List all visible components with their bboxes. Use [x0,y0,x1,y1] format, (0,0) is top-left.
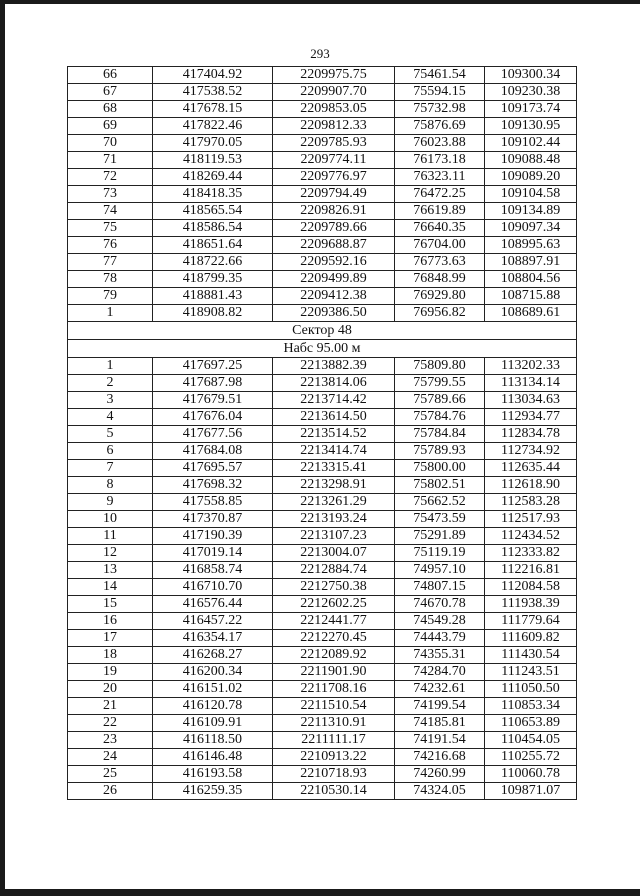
local-y-cell: 112333.82 [485,545,577,562]
y-coordinate-cell: 2213614.50 [273,409,395,426]
coordinates-table-part2 [68,358,577,800]
point-number-cell: 2 [68,375,153,392]
point-number-cell: 21 [68,698,153,715]
table-row [68,305,577,322]
local-x-cell: 75802.51 [395,477,485,494]
x-coordinate-cell: 417404.92 [153,67,273,84]
y-coordinate-cell: 2209776.97 [273,169,395,186]
local-x-cell: 74185.81 [395,715,485,732]
local-y-cell: 112618.90 [485,477,577,494]
table-row [68,271,577,288]
local-x-cell: 76323.11 [395,169,485,186]
x-coordinate-cell: 417970.05 [153,135,273,152]
table-row [68,511,577,528]
table-row [68,254,577,271]
point-number-cell: 7 [68,460,153,477]
y-coordinate-cell: 2209785.93 [273,135,395,152]
y-coordinate-cell: 2213261.29 [273,494,395,511]
table-row [68,732,577,749]
local-y-cell: 112517.93 [485,511,577,528]
local-y-cell: 112084.58 [485,579,577,596]
point-number-cell: 15 [68,596,153,613]
x-coordinate-cell: 416151.02 [153,681,273,698]
local-y-cell: 108995.63 [485,237,577,254]
point-number-cell: 17 [68,630,153,647]
x-coordinate-cell: 417370.87 [153,511,273,528]
y-coordinate-cell: 2209826.91 [273,203,395,220]
local-y-cell: 111243.51 [485,664,577,681]
local-y-cell: 111779.64 [485,613,577,630]
local-x-cell: 75662.52 [395,494,485,511]
point-number-cell: 19 [68,664,153,681]
x-coordinate-cell: 418722.66 [153,254,273,271]
y-coordinate-cell: 2212884.74 [273,562,395,579]
point-number-cell: 76 [68,237,153,254]
table-row [68,596,577,613]
y-coordinate-cell: 2209412.38 [273,288,395,305]
x-coordinate-cell: 416146.48 [153,749,273,766]
y-coordinate-cell: 2210718.93 [273,766,395,783]
point-number-cell: 10 [68,511,153,528]
table-row [68,681,577,698]
page-number: 293 [310,46,330,61]
local-x-cell: 76848.99 [395,271,485,288]
y-coordinate-cell: 2213882.39 [273,358,395,375]
y-coordinate-cell: 2212089.92 [273,647,395,664]
local-y-cell: 112583.28 [485,494,577,511]
local-y-cell: 109300.34 [485,67,577,84]
x-coordinate-cell: 416268.27 [153,647,273,664]
point-number-cell: 26 [68,783,153,800]
coordinates-table [67,66,577,800]
y-coordinate-cell: 2213298.91 [273,477,395,494]
x-coordinate-cell: 417558.85 [153,494,273,511]
table-row [68,220,577,237]
x-coordinate-cell: 417695.57 [153,460,273,477]
x-coordinate-cell: 416193.58 [153,766,273,783]
point-number-cell: 73 [68,186,153,203]
local-x-cell: 76956.82 [395,305,485,322]
local-y-cell: 109173.74 [485,101,577,118]
local-x-cell: 75799.55 [395,375,485,392]
local-x-cell: 76023.88 [395,135,485,152]
point-number-cell: 77 [68,254,153,271]
table-row [68,169,577,186]
local-y-cell: 113034.63 [485,392,577,409]
x-coordinate-cell: 417190.39 [153,528,273,545]
y-coordinate-cell: 2213414.74 [273,443,395,460]
local-x-cell: 75789.66 [395,392,485,409]
table-row [68,715,577,732]
table-row [68,84,577,101]
x-coordinate-cell: 418881.43 [153,288,273,305]
x-coordinate-cell: 418908.82 [153,305,273,322]
y-coordinate-cell: 2212270.45 [273,630,395,647]
table-row [68,118,577,135]
local-y-cell: 111050.50 [485,681,577,698]
local-x-cell: 75594.15 [395,84,485,101]
point-number-cell: 20 [68,681,153,698]
scan-edge-left [0,0,5,896]
local-x-cell: 76619.89 [395,203,485,220]
local-y-cell: 110454.05 [485,732,577,749]
local-x-cell: 74284.70 [395,664,485,681]
local-x-cell: 74807.15 [395,579,485,596]
point-number-cell: 72 [68,169,153,186]
local-y-cell: 108804.56 [485,271,577,288]
y-coordinate-cell: 2212441.77 [273,613,395,630]
local-x-cell: 75876.69 [395,118,485,135]
local-y-cell: 111430.54 [485,647,577,664]
local-y-cell: 112434.52 [485,528,577,545]
x-coordinate-cell: 416710.70 [153,579,273,596]
sector-title: Сектор 48 [68,322,577,340]
local-y-cell: 113202.33 [485,358,577,375]
local-y-cell: 109102.44 [485,135,577,152]
y-coordinate-cell: 2213514.52 [273,426,395,443]
local-y-cell: 110653.89 [485,715,577,732]
y-coordinate-cell: 2211111.17 [273,732,395,749]
point-number-cell: 6 [68,443,153,460]
x-coordinate-cell: 417679.51 [153,392,273,409]
point-number-cell: 1 [68,305,153,322]
sector-height: Набс 95.00 м [68,340,577,358]
point-number-cell: 9 [68,494,153,511]
local-x-cell: 76640.35 [395,220,485,237]
local-y-cell: 109104.58 [485,186,577,203]
local-x-cell: 75732.98 [395,101,485,118]
local-y-cell: 109130.95 [485,118,577,135]
local-y-cell: 109871.07 [485,783,577,800]
x-coordinate-cell: 418418.35 [153,186,273,203]
y-coordinate-cell: 2213814.06 [273,375,395,392]
table-row [68,152,577,169]
y-coordinate-cell: 2209853.05 [273,101,395,118]
point-number-cell: 68 [68,101,153,118]
local-x-cell: 74191.54 [395,732,485,749]
x-coordinate-cell: 416576.44 [153,596,273,613]
local-x-cell: 75800.00 [395,460,485,477]
x-coordinate-cell: 417698.32 [153,477,273,494]
sector-header [68,322,577,358]
point-number-cell: 22 [68,715,153,732]
point-number-cell: 13 [68,562,153,579]
point-number-cell: 79 [68,288,153,305]
local-x-cell: 75473.59 [395,511,485,528]
point-number-cell: 25 [68,766,153,783]
x-coordinate-cell: 418799.35 [153,271,273,288]
local-x-cell: 75291.89 [395,528,485,545]
point-number-cell: 71 [68,152,153,169]
local-x-cell: 74670.78 [395,596,485,613]
table-row [68,135,577,152]
local-y-cell: 112934.77 [485,409,577,426]
point-number-cell: 66 [68,67,153,84]
y-coordinate-cell: 2209789.66 [273,220,395,237]
table-row [68,101,577,118]
table-row [68,409,577,426]
x-coordinate-cell: 417822.46 [153,118,273,135]
point-number-cell: 75 [68,220,153,237]
y-coordinate-cell: 2213315.41 [273,460,395,477]
table-row [68,67,577,84]
point-number-cell: 23 [68,732,153,749]
local-x-cell: 75784.84 [395,426,485,443]
x-coordinate-cell: 416109.91 [153,715,273,732]
x-coordinate-cell: 418586.54 [153,220,273,237]
sector-height-row [68,340,577,358]
point-number-cell: 16 [68,613,153,630]
table-row [68,237,577,254]
y-coordinate-cell: 2209688.87 [273,237,395,254]
local-y-cell: 109097.34 [485,220,577,237]
y-coordinate-cell: 2209774.11 [273,152,395,169]
table-row [68,783,577,800]
table-row [68,358,577,375]
local-y-cell: 112734.92 [485,443,577,460]
x-coordinate-cell: 417687.98 [153,375,273,392]
local-y-cell: 109088.48 [485,152,577,169]
y-coordinate-cell: 2213107.23 [273,528,395,545]
local-x-cell: 74324.05 [395,783,485,800]
x-coordinate-cell: 417676.04 [153,409,273,426]
point-number-cell: 1 [68,358,153,375]
x-coordinate-cell: 417697.25 [153,358,273,375]
scan-edge-bottom [0,889,640,896]
local-y-cell: 108715.88 [485,288,577,305]
y-coordinate-cell: 2209386.50 [273,305,395,322]
point-number-cell: 3 [68,392,153,409]
x-coordinate-cell: 417684.08 [153,443,273,460]
y-coordinate-cell: 2209812.33 [273,118,395,135]
y-coordinate-cell: 2211310.91 [273,715,395,732]
point-number-cell: 5 [68,426,153,443]
point-number-cell: 18 [68,647,153,664]
x-coordinate-cell: 416120.78 [153,698,273,715]
y-coordinate-cell: 2211510.54 [273,698,395,715]
x-coordinate-cell: 418651.64 [153,237,273,254]
table-row [68,630,577,647]
point-number-cell: 14 [68,579,153,596]
x-coordinate-cell: 417019.14 [153,545,273,562]
point-number-cell: 4 [68,409,153,426]
local-x-cell: 76472.25 [395,186,485,203]
y-coordinate-cell: 2211901.90 [273,664,395,681]
local-x-cell: 76929.80 [395,288,485,305]
point-number-cell: 11 [68,528,153,545]
point-number-cell: 12 [68,545,153,562]
local-x-cell: 75119.19 [395,545,485,562]
table-row [68,392,577,409]
point-number-cell: 69 [68,118,153,135]
local-y-cell: 112834.78 [485,426,577,443]
local-x-cell: 76173.18 [395,152,485,169]
table-row [68,613,577,630]
x-coordinate-cell: 417538.52 [153,84,273,101]
table-row [68,647,577,664]
local-y-cell: 111609.82 [485,630,577,647]
point-number-cell: 74 [68,203,153,220]
local-y-cell: 109230.38 [485,84,577,101]
table-row [68,477,577,494]
local-x-cell: 75461.54 [395,67,485,84]
point-number-cell: 8 [68,477,153,494]
x-coordinate-cell: 418565.54 [153,203,273,220]
y-coordinate-cell: 2210913.22 [273,749,395,766]
x-coordinate-cell: 416457.22 [153,613,273,630]
local-x-cell: 75789.93 [395,443,485,460]
table-row [68,664,577,681]
local-y-cell: 111938.39 [485,596,577,613]
table-row [68,749,577,766]
local-x-cell: 75809.80 [395,358,485,375]
local-x-cell: 76704.00 [395,237,485,254]
local-y-cell: 110853.34 [485,698,577,715]
scan-edge-top [0,0,640,4]
table-row [68,579,577,596]
point-number-cell: 70 [68,135,153,152]
y-coordinate-cell: 2209907.70 [273,84,395,101]
local-y-cell: 113134.14 [485,375,577,392]
point-number-cell: 24 [68,749,153,766]
local-y-cell: 109089.20 [485,169,577,186]
local-y-cell: 112635.44 [485,460,577,477]
x-coordinate-cell: 416858.74 [153,562,273,579]
table-row [68,528,577,545]
x-coordinate-cell: 418119.53 [153,152,273,169]
local-x-cell: 74199.54 [395,698,485,715]
local-y-cell: 110255.72 [485,749,577,766]
y-coordinate-cell: 2213714.42 [273,392,395,409]
y-coordinate-cell: 2212602.25 [273,596,395,613]
local-x-cell: 76773.63 [395,254,485,271]
x-coordinate-cell: 417678.15 [153,101,273,118]
sector-title-row [68,322,577,340]
x-coordinate-cell: 416259.35 [153,783,273,800]
y-coordinate-cell: 2209975.75 [273,67,395,84]
y-coordinate-cell: 2211708.16 [273,681,395,698]
local-x-cell: 75784.76 [395,409,485,426]
table-row [68,460,577,477]
table-row [68,698,577,715]
local-y-cell: 109134.89 [485,203,577,220]
table-row [68,288,577,305]
y-coordinate-cell: 2212750.38 [273,579,395,596]
local-y-cell: 108897.91 [485,254,577,271]
table-row [68,186,577,203]
local-x-cell: 74957.10 [395,562,485,579]
local-x-cell: 74260.99 [395,766,485,783]
local-x-cell: 74549.28 [395,613,485,630]
point-number-cell: 67 [68,84,153,101]
y-coordinate-cell: 2209499.89 [273,271,395,288]
y-coordinate-cell: 2213193.24 [273,511,395,528]
y-coordinate-cell: 2209592.16 [273,254,395,271]
y-coordinate-cell: 2213004.07 [273,545,395,562]
local-y-cell: 108689.61 [485,305,577,322]
local-y-cell: 110060.78 [485,766,577,783]
point-number-cell: 78 [68,271,153,288]
local-x-cell: 74216.68 [395,749,485,766]
x-coordinate-cell: 417677.56 [153,426,273,443]
table-row [68,375,577,392]
local-x-cell: 74232.61 [395,681,485,698]
table-row [68,426,577,443]
x-coordinate-cell: 416118.50 [153,732,273,749]
table-row [68,203,577,220]
x-coordinate-cell: 418269.44 [153,169,273,186]
coordinates-table-part1 [68,67,577,322]
local-x-cell: 74355.31 [395,647,485,664]
table-row [68,545,577,562]
x-coordinate-cell: 416200.34 [153,664,273,681]
table-row [68,766,577,783]
table-row [68,494,577,511]
local-y-cell: 112216.81 [485,562,577,579]
table-row [68,562,577,579]
x-coordinate-cell: 416354.17 [153,630,273,647]
y-coordinate-cell: 2209794.49 [273,186,395,203]
table-row [68,443,577,460]
local-x-cell: 74443.79 [395,630,485,647]
y-coordinate-cell: 2210530.14 [273,783,395,800]
